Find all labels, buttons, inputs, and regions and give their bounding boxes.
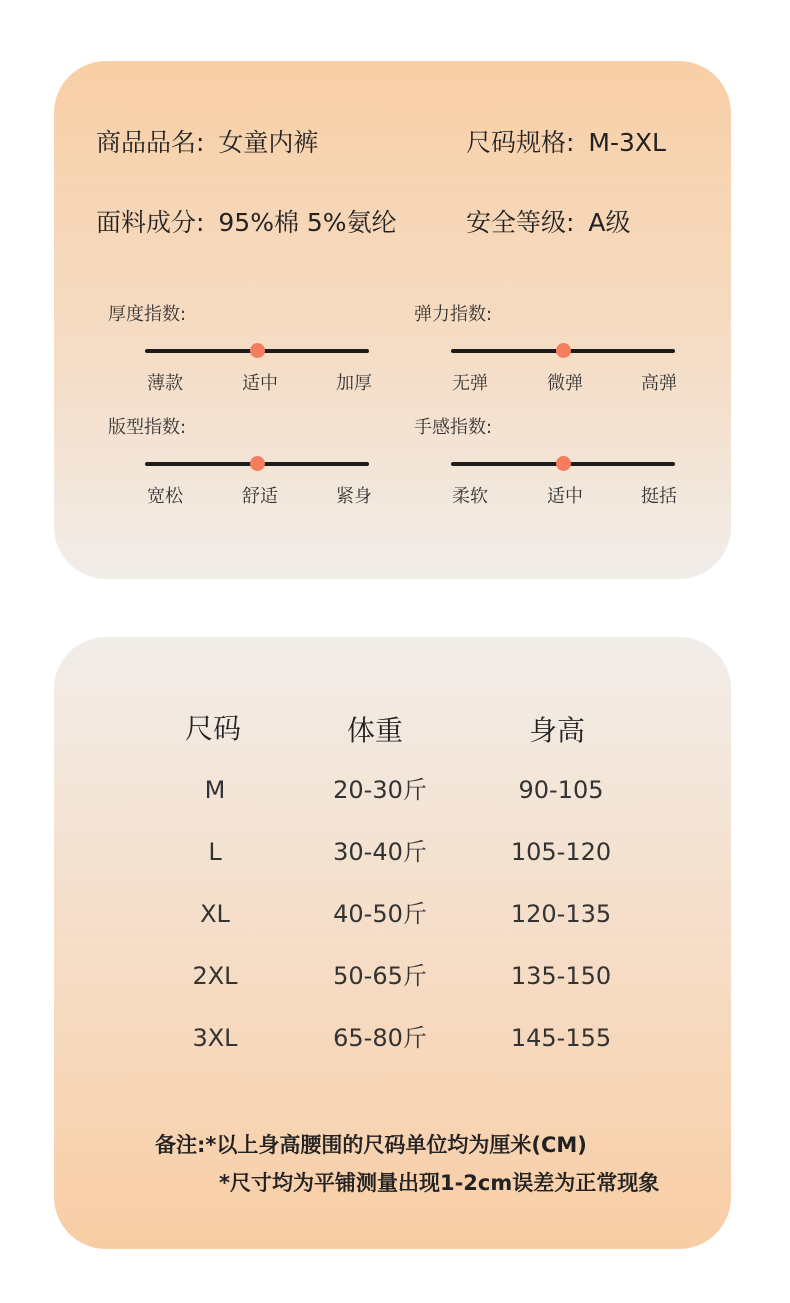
height-cell: 135-150 bbox=[510, 962, 612, 990]
weight-cell: 65-80斤 bbox=[333, 1024, 427, 1052]
hand-feel-index-marker bbox=[556, 456, 571, 471]
hand-feel-index-slider bbox=[451, 462, 675, 466]
weight-cell: 40-50斤 bbox=[333, 900, 427, 928]
weight-column-header: 体重 bbox=[346, 714, 404, 747]
thickness-tick-thin: 薄款 bbox=[147, 373, 183, 394]
product-name-value: 女童内裤 bbox=[218, 128, 319, 157]
height-cell: 90-105 bbox=[518, 776, 604, 804]
product-name-label: 商品品名: bbox=[96, 128, 205, 157]
height-cell: 105-120 bbox=[510, 838, 612, 866]
fit-index-label: 版型指数: bbox=[108, 417, 187, 438]
fit-tick-tight: 紧身 bbox=[336, 486, 372, 507]
thickness-index-label: 厚度指数: bbox=[108, 304, 187, 325]
thickness-tick-medium: 适中 bbox=[242, 373, 278, 394]
fit-tick-comfort: 舒适 bbox=[242, 486, 278, 507]
thickness-index-marker bbox=[250, 343, 265, 358]
size-cell: XL bbox=[200, 900, 230, 928]
size-range-spec bbox=[466, 127, 666, 159]
product-name-spec bbox=[96, 127, 318, 159]
note-line-units: 备注:*以上身高腰围的尺码单位均为厘米(CM) bbox=[155, 1133, 587, 1157]
elasticity-tick-none: 无弹 bbox=[452, 373, 488, 394]
fabric-label: 面料成分: bbox=[96, 208, 205, 237]
safety-grade-spec bbox=[466, 207, 631, 239]
size-range-value: M-3XL bbox=[588, 128, 666, 157]
fit-index-marker bbox=[250, 456, 265, 471]
hand-feel-tick-stiff: 挺括 bbox=[641, 486, 677, 507]
fit-index-slider bbox=[145, 462, 369, 466]
fabric-value: 95%棉 5%氨纶 bbox=[218, 208, 397, 237]
height-column-header: 身高 bbox=[528, 714, 586, 747]
hand-feel-tick-medium: 适中 bbox=[547, 486, 583, 507]
note-line-tolerance: *尺寸均为平铺测量出现1-2cm误差为正常现象 bbox=[219, 1171, 660, 1195]
weight-cell: 20-30斤 bbox=[333, 776, 427, 804]
thickness-tick-thick: 加厚 bbox=[336, 373, 372, 394]
hand-feel-tick-soft: 柔软 bbox=[452, 486, 488, 507]
height-cell: 145-155 bbox=[510, 1024, 612, 1052]
size-cell: M bbox=[204, 776, 226, 804]
fit-tick-loose: 宽松 bbox=[147, 486, 183, 507]
weight-cell: 30-40斤 bbox=[333, 838, 427, 866]
height-cell: 120-135 bbox=[510, 900, 612, 928]
safety-grade-label: 安全等级: bbox=[466, 208, 575, 237]
size-cell: 2XL bbox=[192, 962, 238, 990]
size-cell: 3XL bbox=[192, 1024, 238, 1052]
elasticity-index-label: 弹力指数: bbox=[414, 304, 493, 325]
safety-grade-value: A级 bbox=[588, 208, 631, 237]
hand-feel-index-label: 手感指数: bbox=[414, 417, 493, 438]
elasticity-tick-slight: 微弹 bbox=[547, 373, 583, 394]
weight-cell: 50-65斤 bbox=[333, 962, 427, 990]
size-range-label: 尺码规格: bbox=[466, 128, 575, 157]
elasticity-index-slider bbox=[451, 349, 675, 353]
size-cell: L bbox=[208, 838, 222, 866]
elasticity-tick-high: 高弹 bbox=[641, 373, 677, 394]
fabric-spec bbox=[96, 207, 397, 239]
size-column-header: 尺码 bbox=[184, 712, 242, 745]
elasticity-index-marker bbox=[556, 343, 571, 358]
thickness-index-slider bbox=[145, 349, 369, 353]
